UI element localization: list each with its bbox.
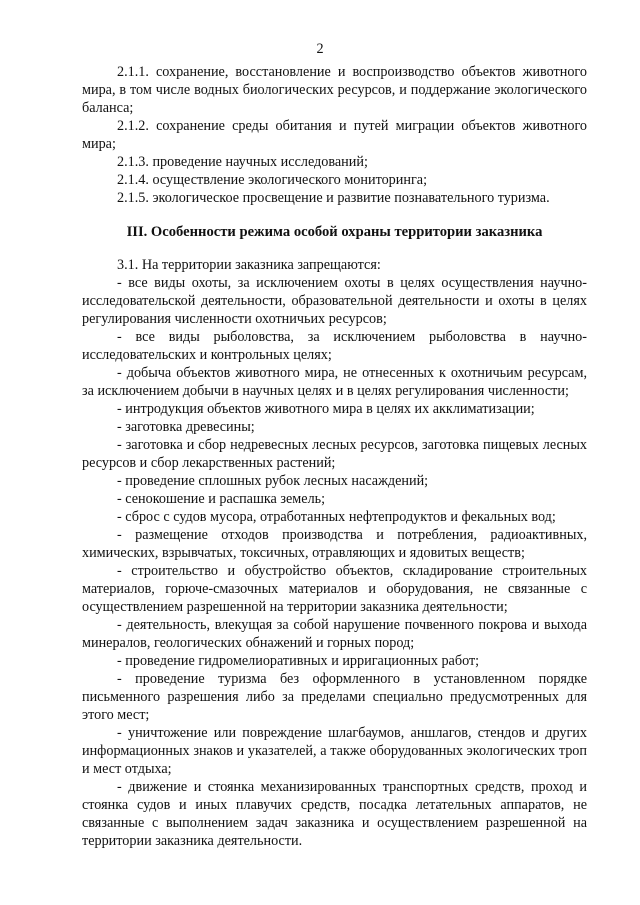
prohibition-item: - проведение сплошных рубок лесных насаждений; — [117, 473, 429, 489]
prohibition-item: - сброс с судов мусора, отработанных нефтепродуктов и фекальных вод; — [117, 509, 556, 525]
prohibition-item: - деятельность, влекущая за собой нарушение почвенного покрова и выхода минералов, геологических обнажений и горных пород; — [82, 617, 587, 651]
section-heading: III. Особенности режима особой охраны территории заказника — [126, 224, 543, 240]
prohibition-item: - уничтожение или повреждение шлагбаумов, аншлагов, стендов и других информационных знаков и указателей, а также оборудованных экологических троп и мест отдыха; — [82, 725, 587, 777]
prohibition-item: - проведение туризма без оформленного в установленном порядке письменного разрешения либо за пределами специально предусмотренных для этого мест; — [82, 671, 587, 723]
paragraph-2-1-4: 2.1.4. осуществление экологического мониторинга; — [117, 172, 428, 188]
prohibition-item: - проведение гидромелиоративных и ирригационных работ; — [117, 653, 480, 669]
prohibition-item: - заготовка и сбор недревесных лесных ресурсов, заготовка пищевых лесных ресурсов и сбор лекарственных растений; — [82, 437, 587, 471]
paragraph-2-1-1: 2.1.1. сохранение, восстановление и воспроизводство объектов животного мира, в том числе водных биологических ресурсов, и поддержание экологического баланса; — [82, 64, 587, 116]
paragraph-2-1-2: 2.1.2. сохранение среды обитания и путей миграции объектов животного мира; — [82, 118, 587, 152]
prohibition-item: - размещение отходов производства и потребления, радиоактивных, химических, взрывчатых, токсичных, отравляющих и ядовитых веществ; — [82, 527, 587, 561]
prohibition-item: - движение и стоянка механизированных транспортных средств, проход и стоянка судов и иных плавучих средств, посадка летательных аппаратов, не связанные с выполнением задач заказника и осуществлением разрешенной на территории заказника деятельности. — [82, 779, 587, 849]
prohibition-item: - добыча объектов животного мира, не отнесенных к охотничьим ресурсам, за исключением добычи в научных целях и в целях регулирования численности; — [82, 365, 587, 399]
paragraph-2-1-3: 2.1.3. проведение научных исследований; — [117, 154, 368, 170]
document-body — [82, 63, 587, 850]
prohibition-item: - заготовка древесины; — [117, 419, 255, 435]
prohibition-item: - строительство и обустройство объектов, складирование строительных материалов, горюче-смазочных материалов и оборудования, не связанные с осуществлением разрешенной на территории заказника деятельности; — [82, 563, 587, 615]
prohibition-item: - интродукция объектов животного мира в целях их акклиматизации; — [117, 401, 535, 417]
paragraph-3-1-intro: 3.1. На территории заказника запрещаются: — [117, 257, 381, 273]
prohibition-item: - все виды рыболовства, за исключением рыболовства в научно-исследовательских и контрольных целях; — [82, 329, 587, 363]
prohibition-item: - все виды охоты, за исключением охоты в целях осуществления научно-исследовательской деятельности, образовательной деятельности и охоты в целях регулирования численности охотничьих ресурсов; — [82, 275, 587, 327]
page-number: 2 — [316, 41, 324, 57]
paragraph-2-1-5: 2.1.5. экологическое просвещение и развитие познавательного туризма. — [117, 190, 550, 206]
prohibition-item: - сенокошение и распашка земель; — [117, 491, 326, 507]
